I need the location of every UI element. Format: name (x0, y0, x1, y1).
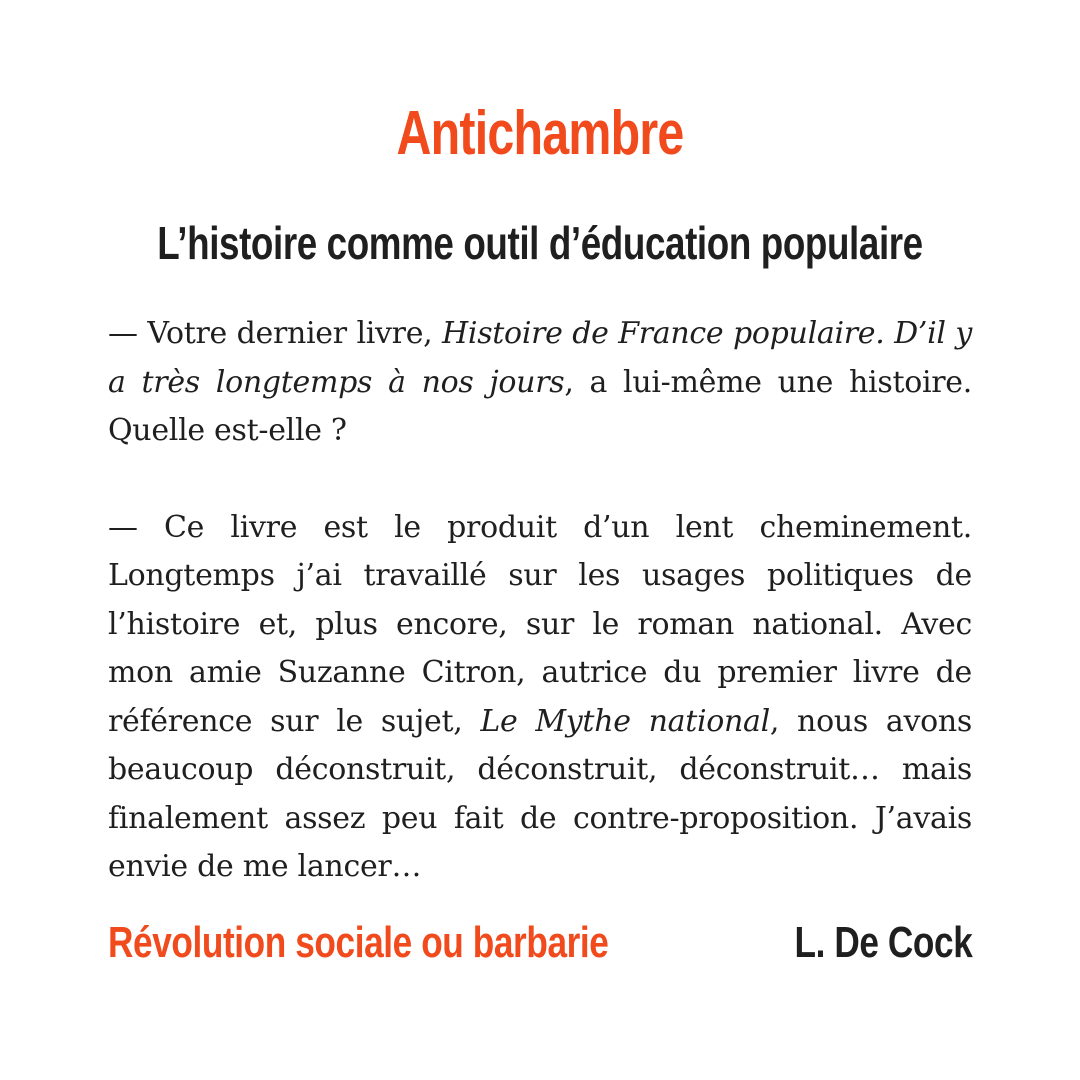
article-body (108, 310, 972, 892)
question-suffix: , a lui-même une histoire. Quelle est-elle ? (108, 364, 972, 448)
answer-book-title: Le Mythe national (480, 703, 770, 739)
page-title: Antichambre (396, 99, 684, 168)
answer-suffix: , nous avons beaucoup déconstruit, déconstruit, déconstruit… mais finalement assez peu fait de contre-proposition. J’avais envie de me lancer… (108, 703, 972, 884)
page-subtitle: L’histoire comme outil d’éducation populaire (157, 217, 923, 269)
answer-paragraph (108, 504, 972, 892)
question-prefix: — Votre dernier livre, (108, 316, 443, 351)
source-label: Révolution sociale ou barbarie (108, 918, 609, 967)
question-book-title: Histoire de France populaire. D’il y a très longtemps à nos jours (108, 316, 972, 400)
answer-prefix: — Ce livre est le produit d’un lent cheminement. Longtemps j’ai travaillé sur les usages politiques de l’histoire et, plus encore, sur le roman national. Avec mon amie Suzanne Citron, autrice du premier livre de référence sur le sujet, (108, 509, 972, 739)
author-label: L. De Cock (794, 918, 972, 967)
question-paragraph (108, 310, 972, 456)
